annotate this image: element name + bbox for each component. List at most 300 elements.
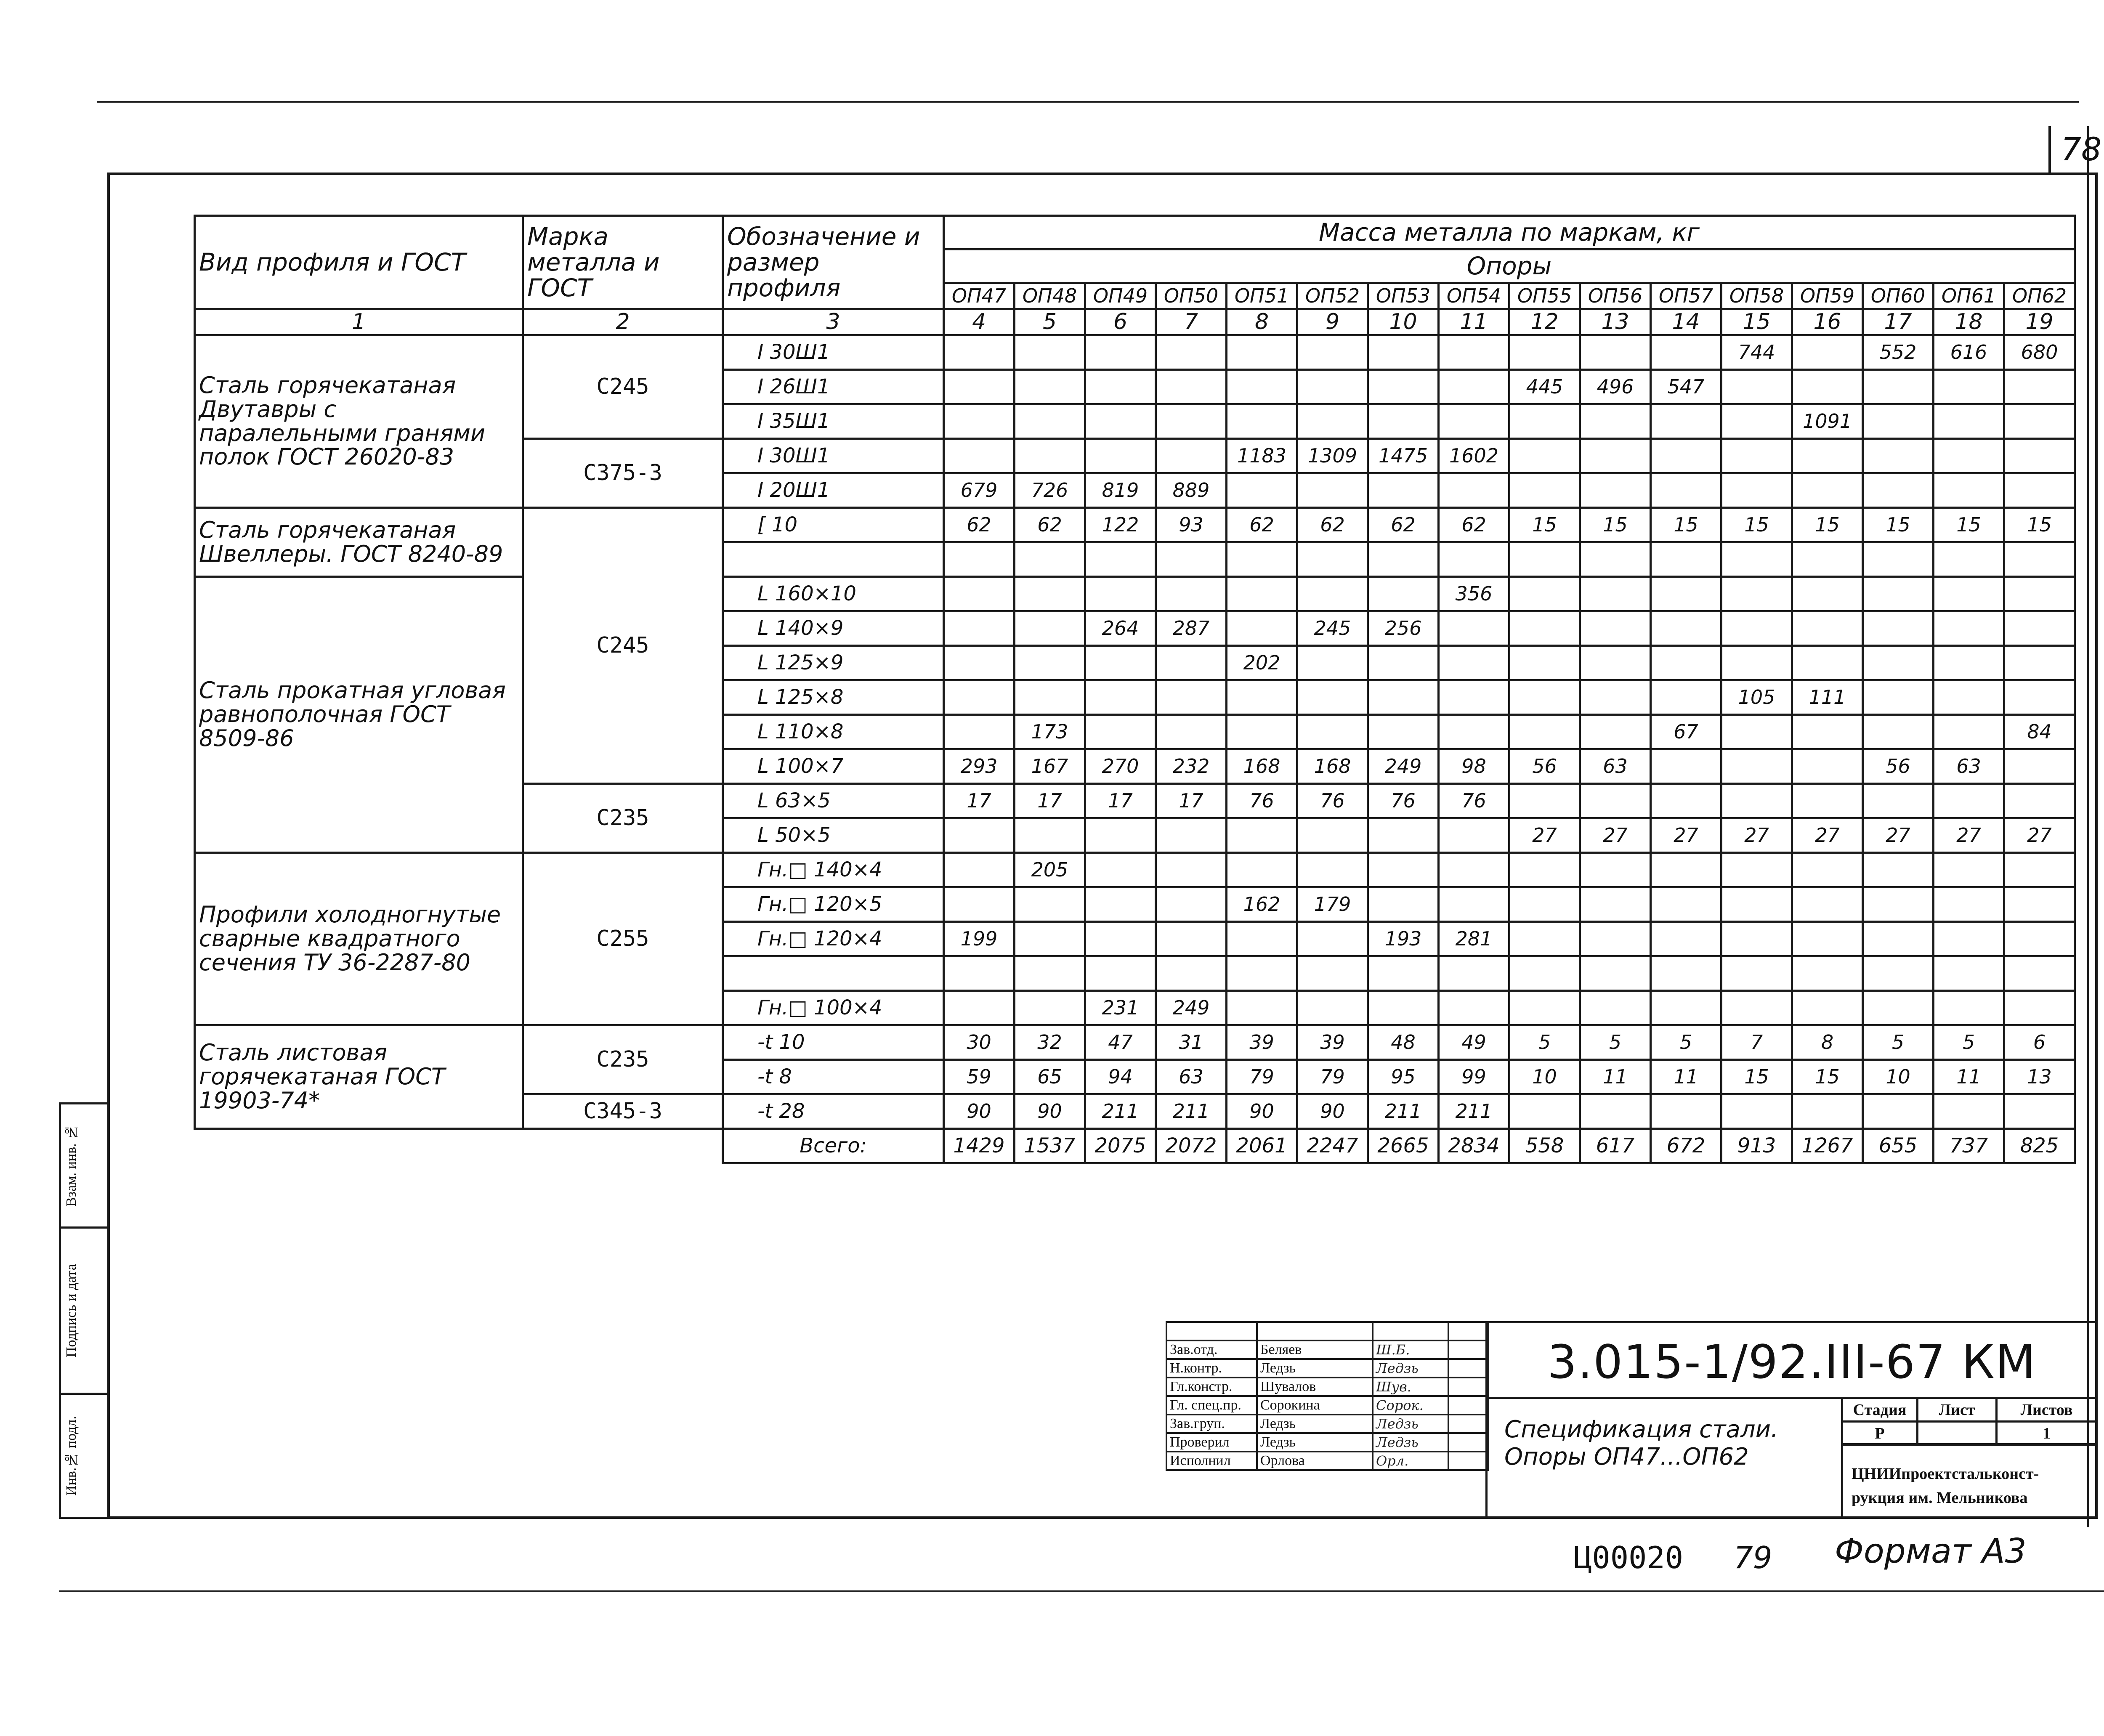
mass-cell: [1792, 715, 1863, 749]
profile-group-cell: Сталь прокатная угловая равнополочная ГОСТ 8509-86: [195, 577, 523, 853]
support-header-cell: ОП59: [1792, 283, 1863, 309]
mass-cell: [944, 542, 1015, 577]
mass-cell: [1368, 542, 1439, 577]
mass-cell: [1580, 853, 1651, 887]
total-cell: 2834: [1439, 1129, 1509, 1163]
mass-cell: [1227, 611, 1297, 646]
mass-cell: [944, 439, 1015, 473]
profile-size-cell: Гн.□ 120×4: [723, 922, 944, 956]
name-cell: Ледзь: [1257, 1433, 1373, 1452]
name-cell: Шувалов: [1257, 1378, 1373, 1396]
total-cell: 825: [2004, 1129, 2075, 1163]
mass-cell: [1863, 646, 1934, 680]
mass-cell: 281: [1439, 922, 1509, 956]
mass-cell: [1297, 542, 1368, 577]
mass-cell: [1509, 922, 1580, 956]
mass-cell: [1580, 922, 1651, 956]
mass-cell: 7: [1721, 1025, 1792, 1060]
profile-size-cell: I 20Ш1: [723, 473, 944, 508]
mass-cell: 17: [944, 784, 1015, 818]
signature-row: [1166, 1378, 1488, 1396]
mass-cell: [1651, 956, 1721, 991]
mass-cell: [1015, 922, 1085, 956]
header-profile-type: Вид профиля и ГОСТ: [195, 216, 523, 309]
sheet-value: [1918, 1422, 1997, 1445]
mass-cell: [1368, 404, 1439, 439]
column-number-cell: 7: [1156, 309, 1227, 335]
date-cell: [1448, 1340, 1488, 1359]
table-row: [195, 853, 2075, 887]
mass-cell: [1934, 646, 2004, 680]
mass-cell: [1085, 956, 1156, 991]
mass-cell: [944, 370, 1015, 404]
mass-cell: [1651, 611, 1721, 646]
mass-cell: [1509, 680, 1580, 715]
archive-number: Ц00020: [1574, 1540, 1684, 1575]
mass-cell: [1721, 473, 1792, 508]
mass-cell: [1934, 922, 2004, 956]
mass-cell: 27: [1580, 818, 1651, 853]
signature-cell: Ш.Б.: [1373, 1340, 1448, 1359]
mass-cell: [1227, 956, 1297, 991]
mass-cell: 6: [2004, 1025, 2075, 1060]
format-label: Формат А3: [1835, 1532, 2027, 1571]
mass-cell: 49: [1439, 1025, 1509, 1060]
mass-cell: [1368, 680, 1439, 715]
mass-cell: 264: [1085, 611, 1156, 646]
mass-cell: 76: [1368, 784, 1439, 818]
profile-size-cell: Гн.□ 140×4: [723, 853, 944, 887]
stage-table: [1841, 1397, 2098, 1446]
mass-cell: 205: [1015, 853, 1085, 887]
column-number-cell: 14: [1651, 309, 1721, 335]
mass-cell: [1085, 439, 1156, 473]
mass-cell: [1368, 370, 1439, 404]
mass-cell: [1721, 922, 1792, 956]
mass-cell: [1368, 335, 1439, 370]
mass-cell: [1792, 784, 1863, 818]
mass-cell: [1439, 370, 1509, 404]
mass-cell: 39: [1297, 1025, 1368, 1060]
mass-cell: [1651, 646, 1721, 680]
mass-cell: [1792, 646, 1863, 680]
mass-cell: [2004, 749, 2075, 784]
name-cell: Ледзь: [1257, 1415, 1373, 1433]
column-number-cell: 10: [1368, 309, 1439, 335]
mass-cell: [1580, 439, 1651, 473]
mass-cell: [1439, 680, 1509, 715]
column-number-cell: 4: [944, 309, 1015, 335]
mass-cell: [1721, 577, 1792, 611]
mass-cell: [1863, 853, 1934, 887]
mass-cell: [1721, 715, 1792, 749]
mass-cell: [1085, 404, 1156, 439]
mass-cell: [2004, 784, 2075, 818]
mass-cell: [1721, 749, 1792, 784]
mass-cell: 162: [1227, 887, 1297, 922]
mass-cell: [1721, 404, 1792, 439]
mass-cell: [1227, 370, 1297, 404]
mass-cell: 17: [1156, 784, 1227, 818]
mass-cell: 56: [1509, 749, 1580, 784]
mass-cell: [1721, 853, 1792, 887]
total-cell: 558: [1509, 1129, 1580, 1163]
steel-grade-cell: С255: [523, 853, 723, 1025]
mass-cell: [2004, 1094, 2075, 1129]
mass-cell: [1580, 335, 1651, 370]
mass-cell: 98: [1439, 749, 1509, 784]
mass-cell: 27: [2004, 818, 2075, 853]
signature-cell: Ледзь: [1373, 1433, 1448, 1452]
mass-cell: [1439, 818, 1509, 853]
total-cell: 655: [1863, 1129, 1934, 1163]
profile-size-cell: [723, 542, 944, 577]
mass-cell: 249: [1156, 991, 1227, 1025]
mass-cell: [1651, 887, 1721, 922]
mass-cell: [944, 404, 1015, 439]
mass-cell: [2004, 887, 2075, 922]
total-cell: 737: [1934, 1129, 2004, 1163]
mass-cell: [1792, 439, 1863, 473]
column-number-cell: 16: [1792, 309, 1863, 335]
mass-cell: 76: [1297, 784, 1368, 818]
signature-blank-cell: [1166, 1322, 1257, 1340]
mass-cell: [1651, 542, 1721, 577]
mass-cell: 15: [1792, 1060, 1863, 1094]
total-cell: 2061: [1227, 1129, 1297, 1163]
mass-cell: 167: [1015, 749, 1085, 784]
mass-cell: [1863, 577, 1934, 611]
support-header-cell: ОП58: [1721, 283, 1792, 309]
mass-cell: 11: [1651, 1060, 1721, 1094]
mass-cell: 5: [1934, 1025, 2004, 1060]
stage-value: Р: [1842, 1422, 1918, 1445]
mass-cell: 293: [944, 749, 1015, 784]
mass-cell: 122: [1085, 508, 1156, 542]
sheet-header: Лист: [1918, 1398, 1997, 1422]
mass-cell: [1792, 542, 1863, 577]
mass-cell: [1085, 577, 1156, 611]
profile-group-cell: Сталь листовая горячекатаная ГОСТ 19903-74*: [195, 1025, 523, 1129]
mass-cell: [1439, 473, 1509, 508]
mass-cell: [1792, 611, 1863, 646]
mass-cell: [1156, 715, 1227, 749]
mass-cell: [1934, 404, 2004, 439]
mass-cell: [1509, 715, 1580, 749]
mass-cell: [1580, 784, 1651, 818]
organization: [1841, 1443, 2098, 1519]
mass-cell: [1580, 542, 1651, 577]
mass-cell: 287: [1156, 611, 1227, 646]
column-number-cell: 15: [1721, 309, 1792, 335]
mass-cell: 27: [1509, 818, 1580, 853]
total-cell: 617: [1580, 1129, 1651, 1163]
mass-cell: 27: [1863, 818, 1934, 853]
mass-cell: [1085, 887, 1156, 922]
role-cell: Зав.груп.: [1166, 1415, 1257, 1433]
total-cell: 2247: [1297, 1129, 1368, 1163]
mass-cell: [1156, 577, 1227, 611]
mass-cell: [1085, 542, 1156, 577]
mass-cell: 1309: [1297, 439, 1368, 473]
signature-row: [1166, 1433, 1488, 1452]
mass-cell: 15: [1721, 1060, 1792, 1094]
mass-cell: [1227, 542, 1297, 577]
signature-row: [1166, 1452, 1488, 1470]
mass-cell: [1934, 715, 2004, 749]
mass-cell: [2004, 991, 2075, 1025]
mass-cell: [1015, 680, 1085, 715]
mass-cell: 245: [1297, 611, 1368, 646]
steel-grade-cell: С375-3: [523, 439, 723, 508]
profile-size-cell: Гн.□ 100×4: [723, 991, 944, 1025]
mass-cell: [1580, 646, 1651, 680]
signature-cell: Орл.: [1373, 1452, 1448, 1470]
total-cell: 913: [1721, 1129, 1792, 1163]
mass-cell: 95: [1368, 1060, 1439, 1094]
steel-grade-cell: С235: [523, 784, 723, 853]
mass-cell: [1227, 715, 1297, 749]
mass-cell: [1580, 715, 1651, 749]
support-header-cell: ОП62: [2004, 283, 2075, 309]
mass-cell: [1651, 473, 1721, 508]
mass-cell: 552: [1863, 335, 1934, 370]
steel-grade-cell: С245: [523, 335, 723, 439]
mass-cell: [2004, 370, 2075, 404]
mass-cell: 79: [1297, 1060, 1368, 1094]
column-number-cell: 5: [1015, 309, 1085, 335]
name-cell: Ледзь: [1257, 1359, 1373, 1378]
mass-cell: 90: [944, 1094, 1015, 1129]
support-header-cell: ОП54: [1439, 283, 1509, 309]
mass-cell: 819: [1085, 473, 1156, 508]
document-title-line-1: Спецификация стали.: [1504, 1416, 1778, 1443]
mass-cell: [1580, 404, 1651, 439]
document-title-line-2: Опоры ОП47...ОП62: [1504, 1443, 1749, 1471]
mass-cell: [1015, 991, 1085, 1025]
column-number-cell: 2: [523, 309, 723, 335]
name-cell: Орлова: [1257, 1452, 1373, 1470]
mass-cell: [1934, 577, 2004, 611]
steel-grade-cell: С345-3: [523, 1094, 723, 1129]
mass-cell: [1297, 922, 1368, 956]
organization-line-2: рукция им. Мельникова: [1852, 1489, 2028, 1507]
mass-cell: [1934, 439, 2004, 473]
mass-cell: 62: [1015, 508, 1085, 542]
mass-cell: [2004, 853, 2075, 887]
mass-cell: [1439, 991, 1509, 1025]
mass-cell: [1368, 887, 1439, 922]
mass-cell: [1297, 404, 1368, 439]
mass-cell: [1085, 818, 1156, 853]
mass-cell: 1183: [1227, 439, 1297, 473]
mass-cell: [2004, 956, 2075, 991]
mass-cell: [1015, 404, 1085, 439]
support-header-cell: ОП56: [1580, 283, 1651, 309]
mass-cell: [2004, 922, 2075, 956]
mass-cell: 63: [1934, 749, 2004, 784]
mass-cell: [1439, 611, 1509, 646]
mass-cell: [1509, 646, 1580, 680]
mass-cell: 111: [1792, 680, 1863, 715]
mass-cell: [1792, 956, 1863, 991]
mass-cell: [1580, 1094, 1651, 1129]
header-designation: Обозначение и размер профиля: [723, 216, 944, 309]
mass-cell: [1015, 887, 1085, 922]
mass-cell: 11: [1580, 1060, 1651, 1094]
mass-cell: [1085, 680, 1156, 715]
profile-size-cell: I 30Ш1: [723, 439, 944, 473]
support-header-cell: ОП51: [1227, 283, 1297, 309]
profile-size-cell: L 160×10: [723, 577, 944, 611]
mass-cell: [1297, 473, 1368, 508]
mass-cell: [1439, 956, 1509, 991]
signature-row-blank: [1166, 1322, 1488, 1340]
mass-cell: [1863, 370, 1934, 404]
support-header-cell: ОП60: [1863, 283, 1934, 309]
column-number-cell: 9: [1297, 309, 1368, 335]
mass-cell: [1227, 991, 1297, 1025]
sheets-value: 1: [1997, 1422, 2097, 1445]
profile-size-cell: -t 28: [723, 1094, 944, 1129]
mass-cell: [1509, 1094, 1580, 1129]
table-row: [195, 1025, 2075, 1060]
mass-cell: [1651, 577, 1721, 611]
signature-cell: Сорок.: [1373, 1396, 1448, 1415]
mass-cell: [1934, 473, 2004, 508]
mass-cell: [1863, 680, 1934, 715]
column-number-cell: 6: [1085, 309, 1156, 335]
support-header-cell: ОП48: [1015, 283, 1085, 309]
mass-cell: 211: [1368, 1094, 1439, 1129]
mass-cell: [1227, 577, 1297, 611]
table-row: [195, 508, 2075, 542]
mass-cell: 62: [944, 508, 1015, 542]
mass-cell: [1651, 1094, 1721, 1129]
mass-cell: 93: [1156, 508, 1227, 542]
mass-cell: [944, 991, 1015, 1025]
column-number-cell: 17: [1863, 309, 1934, 335]
mass-cell: [1015, 335, 1085, 370]
mass-cell: [1439, 853, 1509, 887]
mass-cell: 15: [1934, 508, 2004, 542]
mass-cell: [1439, 404, 1509, 439]
profile-size-cell: L 140×9: [723, 611, 944, 646]
mass-cell: [2004, 473, 2075, 508]
mass-cell: [1721, 439, 1792, 473]
mass-cell: [1368, 646, 1439, 680]
support-header-cell: ОП57: [1651, 283, 1721, 309]
mass-cell: [1368, 577, 1439, 611]
mass-cell: 27: [1651, 818, 1721, 853]
column-number-cell: 1: [195, 309, 523, 335]
signature-row: [1166, 1415, 1488, 1433]
mass-cell: [1934, 611, 2004, 646]
date-cell: [1448, 1433, 1488, 1452]
mass-cell: [1368, 853, 1439, 887]
mass-cell: [944, 577, 1015, 611]
total-cell: 2665: [1368, 1129, 1439, 1163]
mass-cell: [1934, 370, 2004, 404]
mass-cell: 616: [1934, 335, 2004, 370]
profile-size-cell: I 30Ш1: [723, 335, 944, 370]
mass-cell: 231: [1085, 991, 1156, 1025]
support-header-cell: ОП50: [1156, 283, 1227, 309]
mass-cell: [1580, 887, 1651, 922]
mass-cell: 105: [1721, 680, 1792, 715]
signature-cell: Ледзь: [1373, 1359, 1448, 1378]
column-number-cell: 13: [1580, 309, 1651, 335]
signature-row: [1166, 1396, 1488, 1415]
mass-cell: 62: [1227, 508, 1297, 542]
mass-cell: [1297, 335, 1368, 370]
role-cell: Гл.констр.: [1166, 1378, 1257, 1396]
mass-cell: 62: [1297, 508, 1368, 542]
mass-cell: 15: [1509, 508, 1580, 542]
mass-cell: [1368, 715, 1439, 749]
mass-cell: [1297, 818, 1368, 853]
mass-cell: [1156, 370, 1227, 404]
mass-cell: [1721, 542, 1792, 577]
mass-cell: [1509, 887, 1580, 922]
profile-size-cell: Гн.□ 120×5: [723, 887, 944, 922]
mass-cell: [1580, 991, 1651, 1025]
strip-replace-label: Взам. инв. №: [64, 1124, 79, 1207]
mass-cell: [1721, 991, 1792, 1025]
mass-cell: [1509, 956, 1580, 991]
totals-label: Всего:: [723, 1129, 944, 1163]
mass-cell: [1227, 818, 1297, 853]
profile-size-cell: L 125×9: [723, 646, 944, 680]
total-cell: 1429: [944, 1129, 1015, 1163]
mass-cell: [1156, 818, 1227, 853]
profile-size-cell: I 35Ш1: [723, 404, 944, 439]
mass-cell: [1015, 818, 1085, 853]
mass-cell: 15: [2004, 508, 2075, 542]
mass-cell: 56: [1863, 749, 1934, 784]
mass-cell: [2004, 439, 2075, 473]
mass-cell: [1580, 956, 1651, 991]
role-cell: Исполнил: [1166, 1452, 1257, 1470]
signature-blank-cell: [1373, 1322, 1448, 1340]
mass-cell: 5: [1580, 1025, 1651, 1060]
profile-size-cell: -t 8: [723, 1060, 944, 1094]
mass-cell: [1863, 956, 1934, 991]
mass-cell: 31: [1156, 1025, 1227, 1060]
mass-cell: 211: [1156, 1094, 1227, 1129]
mass-cell: [944, 715, 1015, 749]
profile-group-cell: Профили холодногнутые сварные квадратного сечения ТУ 36-2287-80: [195, 853, 523, 1025]
mass-cell: [1934, 887, 2004, 922]
mass-cell: 13: [2004, 1060, 2075, 1094]
support-header-cell: ОП55: [1509, 283, 1580, 309]
profile-size-cell: [723, 956, 944, 991]
signature-blank-cell: [1448, 1322, 1488, 1340]
mass-cell: [1509, 542, 1580, 577]
profile-group-cell: Сталь горячекатаная Швеллеры. ГОСТ 8240-89: [195, 508, 523, 577]
mass-cell: [1651, 439, 1721, 473]
mass-cell: [1934, 784, 2004, 818]
mass-cell: [1368, 991, 1439, 1025]
mass-cell: 168: [1227, 749, 1297, 784]
mass-cell: 63: [1156, 1060, 1227, 1094]
mass-cell: 256: [1368, 611, 1439, 646]
mass-cell: [1792, 749, 1863, 784]
support-header-cell: ОП49: [1085, 283, 1156, 309]
mass-cell: [1721, 887, 1792, 922]
mass-cell: 496: [1580, 370, 1651, 404]
profile-size-cell: -t 10: [723, 1025, 944, 1060]
